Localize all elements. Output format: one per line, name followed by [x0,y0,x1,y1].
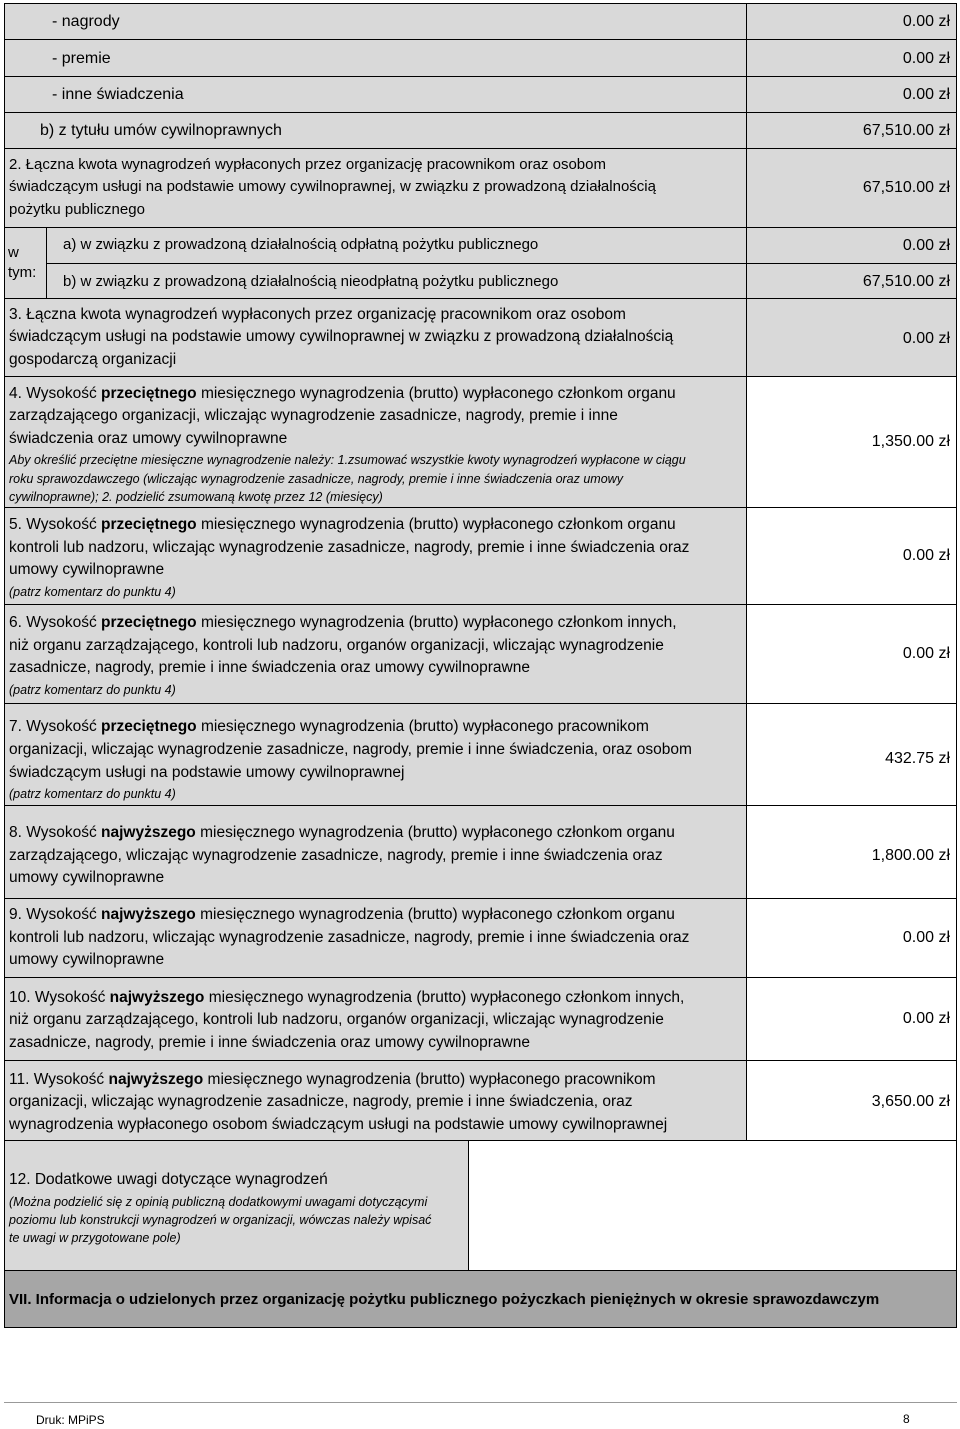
row-nagrody-label: - nagrody [52,13,120,30]
item6-note: (patrz komentarz do punktu 4) [9,683,176,697]
item2-line1: 2. Łączna kwota wynagrodzeń wypłaconych przez organizację pracownikom oraz osobom [9,156,606,173]
item11-value: 3,650.00 zł [871,1093,950,1110]
item2-line2: świadczącym usługi na podstawie umowy cywilnoprawnej, w związku z prowadzoną działalnością [9,178,656,195]
footer-print: Druk: MPiPS [36,1413,105,1427]
item11-value-cell [746,1060,957,1141]
item10-label-cell [4,977,747,1061]
item2-w-tym-1: w [8,244,19,261]
item7-line2: organizacji, wliczając wynagrodzenie zasadnicze, nagrody, premie i inne świadczenia, oraz osobom [9,741,692,758]
item2-line3: pożytku publicznego [9,201,145,218]
row-inne-value: 0.00 zł [902,86,950,103]
item8-label-cell [4,805,747,899]
row-premie-value-cell [746,39,957,77]
item6-value-cell [746,604,957,704]
row-umowy-label: b) z tytułu umów cywilnoprawnych [40,122,282,139]
item10-line1: 10. Wysokość najwyższego miesięcznego wynagrodzenia (brutto) wypłaconego członkom innych, [9,989,685,1006]
item9-value: 0.00 zł [902,929,950,946]
item9-label-cell [4,898,747,978]
item8-line1: 8. Wysokość najwyższego miesięcznego wynagrodzenia (brutto) wypłaconego członkom organu [9,824,675,841]
footer-rule [4,1402,957,1403]
item2-value: 67,510.00 zł [862,179,950,196]
item8-line3: umowy cywilnoprawne [9,869,165,886]
section7-heading: VII. Informacja o udzielonych przez organizację pożytku publicznego pożyczkach pieniężnych w okresie sprawozdawczym [9,1291,880,1308]
item9-value-cell [746,898,957,978]
item7-bold: przeciętnego [101,718,197,735]
item6-line2: niż organu zarządzającego, kontroli lub nadzoru, organów organizacji, wliczając wynagrodzenie [9,637,664,654]
item5-value-cell [746,507,957,605]
item5-bold: przeciętnego [101,516,197,533]
item2-b-row [46,263,747,299]
item2-a-row [46,227,747,264]
row-premie-label: - premie [52,50,111,67]
item3-value-cell [746,298,957,377]
item2-a-value-cell [746,227,957,264]
row-inne-label: - inne świadczenia [52,86,184,103]
row-umowy-value-cell [746,112,957,149]
item3-value: 0.00 zł [902,330,950,347]
item7-note: (patrz komentarz do punktu 4) [9,787,176,801]
item7-label-cell [4,703,747,806]
item2-b-label: b) w związku z prowadzoną działalnością nieodpłatną pożytku publicznego [63,273,559,290]
item10-line2: niż organu zarządzającego, kontroli lub nadzoru, organów organizacji, wliczając wynagrodzenie [9,1011,664,1028]
row-premie-value: 0.00 zł [902,50,950,67]
row-nagrody [4,3,747,40]
item11-bold: najwyższego [108,1071,204,1088]
item5-line1: 5. Wysokość przeciętnego miesięcznego wynagrodzenia (brutto) wypłaconego członkom organu [9,516,676,533]
item4-note2: roku sprawozdawczego (wliczając wynagrodzenie zasadnicze, nagrody, premie i inne świadczenia oraz umowy [9,472,623,486]
item11-line3: wynagrodzenia wypłaconego osobom świadczącym usługi na podstawie umowy cywilnoprawnej [9,1116,668,1133]
item11-line1: 11. Wysokość najwyższego miesięcznego wynagrodzenia (brutto) wypłaconego pracownikom [9,1071,656,1088]
item2-b-value: 67,510.00 zł [862,273,950,290]
section7-header [4,1270,957,1328]
item11-line2: organizacji, wliczając wynagrodzenie zasadnicze, nagrody, premie i inne świadczenia, oraz [9,1093,633,1110]
item3-line1: 3. Łączna kwota wynagrodzeń wypłaconych przez organizację pracownikom oraz osobom [9,306,626,323]
row-premie [4,39,747,77]
item7-value: 432.75 zł [885,750,950,767]
item2-b-value-cell [746,263,957,299]
item6-label-cell [4,604,747,704]
item2-a-label: a) w związku z prowadzoną działalnością odpłatną pożytku publicznego [63,236,539,253]
item5-line3: umowy cywilnoprawne [9,561,165,578]
item9-bold: najwyższego [101,906,196,923]
item12-label-cell [4,1140,469,1271]
item2-w-tym-2: tym: [8,264,37,281]
item4-bold: przeciętnego [101,385,197,402]
item8-line2: zarządzającego, wliczając wynagrodzenie zasadnicze, nagrody, premie i inne świadczenia oraz [9,847,663,864]
item3-label-cell [4,298,747,377]
item5-note: (patrz komentarz do punktu 4) [9,585,176,599]
item7-value-cell [746,703,957,806]
item3-line2: świadczącym usługi na podstawie umowy cywilnoprawnej w związku z prowadzoną działalnością [9,328,674,345]
row-inne [4,76,747,113]
item3-line3: gospodarczą organizacji [9,351,177,368]
item7-line3: świadczącym usługi na podstawie umowy cywilnoprawnej [9,764,405,781]
item4-value: 1,350.00 zł [871,433,950,450]
item10-line3: zasadnicze, nagrody, premie i inne świadczenia oraz umowy cywilnoprawne [9,1034,530,1051]
item6-value: 0.00 zł [902,645,950,662]
footer-page-number: 8 [903,1412,910,1426]
item9-line1: 9. Wysokość najwyższego miesięcznego wynagrodzenia (brutto) wypłaconego członkom organu [9,906,675,923]
item12-note3: te uwagi w przygotowane pole) [9,1231,181,1245]
item7-line1: 7. Wysokość przeciętnego miesięcznego wynagrodzenia (brutto) wypłaconego pracownikom [9,718,649,735]
row-umowy [4,112,747,149]
item5-line2: kontroli lub nadzoru, wliczając wynagrodzenie zasadnicze, nagrody, premie i inne świadczenia oraz [9,539,690,556]
item2-label-cell [4,148,747,228]
item8-bold: najwyższego [101,824,196,841]
row-inne-value-cell [746,76,957,113]
item4-label-cell [4,376,747,508]
item2-value-cell [746,148,957,228]
item9-line3: umowy cywilnoprawne [9,951,165,968]
item4-note3: cywilnoprawne); 2. podzielić zsumowaną kwotę przez 12 (miesięcy) [9,490,383,504]
item8-value: 1,800.00 zł [871,847,950,864]
row-umowy-value: 67,510.00 zł [862,122,950,139]
item5-value: 0.00 zł [902,547,950,564]
item6-bold: przeciętnego [101,614,197,631]
item11-label-cell [4,1060,747,1141]
item6-line1: 6. Wysokość przeciętnego miesięcznego wynagrodzenia (brutto) wypłaconego członkom innych, [9,614,677,631]
item12-content-field[interactable] [468,1140,957,1271]
row-nagrody-value-cell [746,3,957,40]
item5-label-cell [4,507,747,605]
item4-line2: zarządzającego organizacji, wliczając wynagrodzenie zasadnicze, nagrody, premie i inne [9,407,618,424]
item9-line2: kontroli lub nadzoru, wliczając wynagrodzenie zasadnicze, nagrody, premie i inne świadczenia oraz [9,929,690,946]
item10-bold: najwyższego [109,989,205,1006]
item4-value-cell [746,376,957,508]
item10-value: 0.00 zł [902,1010,950,1027]
item4-line3: świadczenia oraz umowy cywilnoprawne [9,430,288,447]
item6-line3: zasadnicze, nagrody, premie i inne świadczenia oraz umowy cywilnoprawne [9,659,530,676]
row-nagrody-value: 0.00 zł [902,13,950,30]
item8-value-cell [746,805,957,899]
item10-value-cell [746,977,957,1061]
item12-title: 12. Dodatkowe uwagi dotyczące wynagrodzeń [9,1171,328,1188]
item12-note2: poziomu lub konstrukcji wynagrodzeń w organizacji, wówczas należy wpisać [9,1213,432,1227]
item2-a-value: 0.00 zł [902,237,950,254]
item4-line1: 4. Wysokość przeciętnego miesięcznego wynagrodzenia (brutto) wypłaconego członkom organu [9,385,676,402]
item4-note1: Aby określić przeciętne miesięczne wynagrodzenie należy: 1.zsumować wszystkie kwoty wynagrodzeń wypłacone w ciągu [9,453,686,467]
item2-w-tym-cell [4,227,47,299]
item12-note1: (Można podzielić się z opinią publiczną dodatkowymi uwagami dotyczącymi [9,1195,428,1209]
